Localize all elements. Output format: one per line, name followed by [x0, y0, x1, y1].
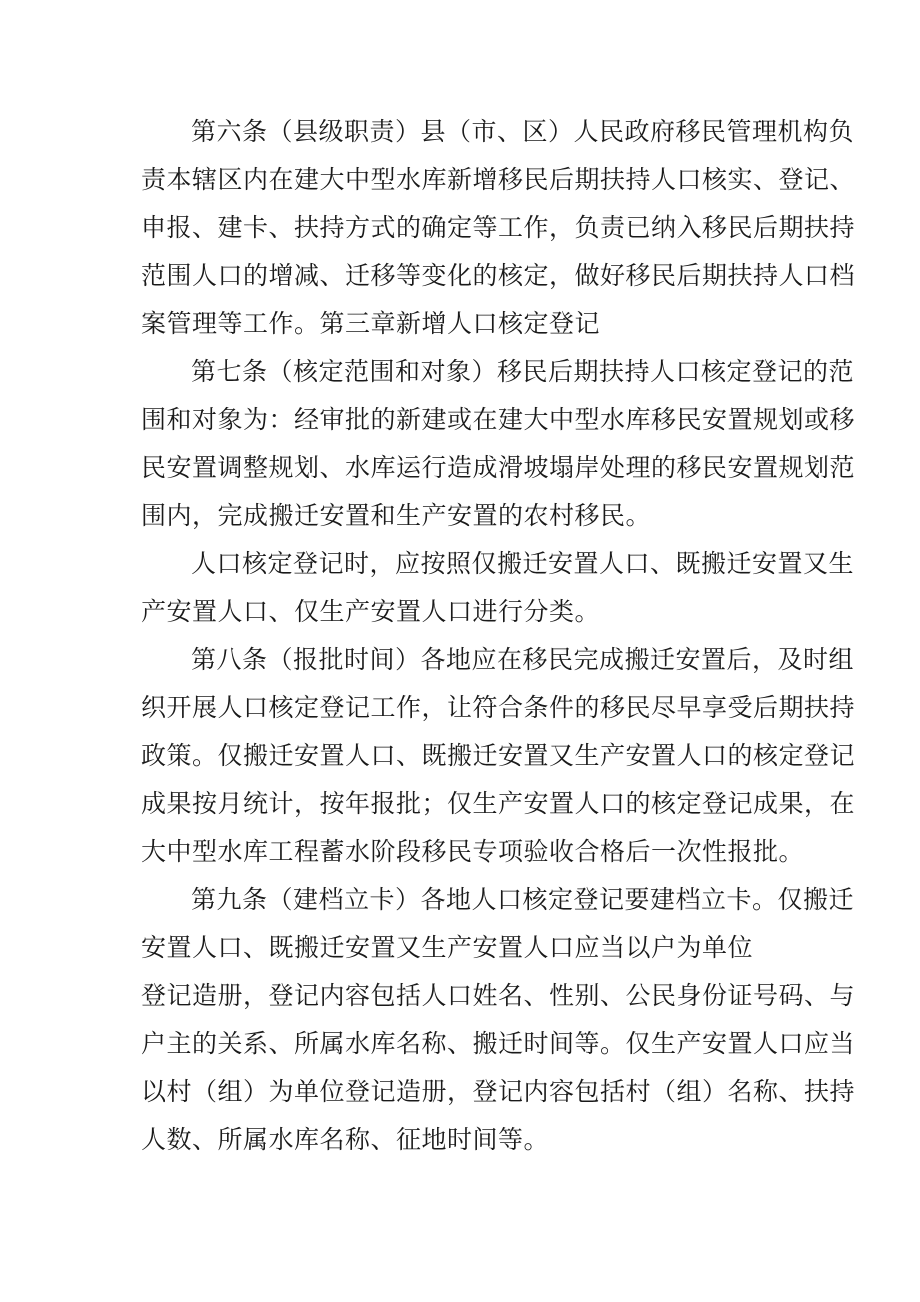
article-7-line-4: 围内，完成搬迁安置和生产安置的农村移民。	[141, 501, 652, 530]
article-8-line-5: 大中型水库工程蓄水阶段移民专项验收合格后一次性报批。	[141, 837, 805, 866]
article-9-line-6: 人数、所属水库名称、征地时间等。	[141, 1125, 550, 1154]
article-9-line-2: 安置人口、既搬迁安置又生产安置人口应当以户为单位	[141, 933, 754, 962]
article-8-line-3: 政策。仅搬迁安置人口、既搬迁安置又生产安置人口的核定登记	[141, 741, 856, 770]
article-7-line-2: 围和对象为：经审批的新建或在建大中型水库移民安置规划或移	[141, 405, 856, 434]
article-6-line-4: 范围人口的增减、迁移等变化的核定，做好移民后期扶持人口档	[141, 261, 856, 290]
article-9-line-4: 户主的关系、所属水库名称、搬迁时间等。仅生产安置人口应当	[141, 1029, 856, 1058]
article-8-line-4: 成果按月统计，按年报批；仅生产安置人口的核定登记成果，在	[141, 789, 856, 818]
article-8-line-2: 织开展人口核定登记工作，让符合条件的移民尽早享受后期扶持	[141, 693, 856, 722]
article-8-line-1: 第八条（报批时间）各地应在移民完成搬迁安置后，及时组	[191, 645, 855, 674]
article-6-line-1: 第六条（县级职责）县（市、区）人民政府移民管理机构负	[191, 117, 855, 146]
article-7-line-1: 第七条（核定范围和对象）移民后期扶持人口核定登记的范	[191, 357, 855, 386]
classification-line-1: 人口核定登记时，应按照仅搬迁安置人口、既搬迁安置又生	[191, 549, 855, 578]
article-9-line-1: 第九条（建档立卡）各地人口核定登记要建档立卡。仅搬迁	[191, 885, 855, 914]
classification-line-2: 产安置人口、仅生产安置人口进行分类。	[141, 597, 601, 626]
article-9-line-5: 以村（组）为单位登记造册，登记内容包括村（组）名称、扶持	[141, 1077, 856, 1106]
article-6-line-5: 案管理等工作。第三章新增人口核定登记	[141, 309, 601, 338]
article-9-line-3: 登记造册，登记内容包括人口姓名、性别、公民身份证号码、与	[141, 981, 856, 1010]
article-7-line-3: 民安置调整规划、水库运行造成滑坡塌岸处理的移民安置规划范	[141, 453, 856, 482]
article-6-line-3: 申报、建卡、扶持方式的确定等工作，负责已纳入移民后期扶持	[141, 213, 856, 242]
article-6-line-2: 责本辖区内在建大中型水库新增移民后期扶持人口核实、登记、	[141, 165, 856, 194]
body-text	[141, 108, 856, 1164]
